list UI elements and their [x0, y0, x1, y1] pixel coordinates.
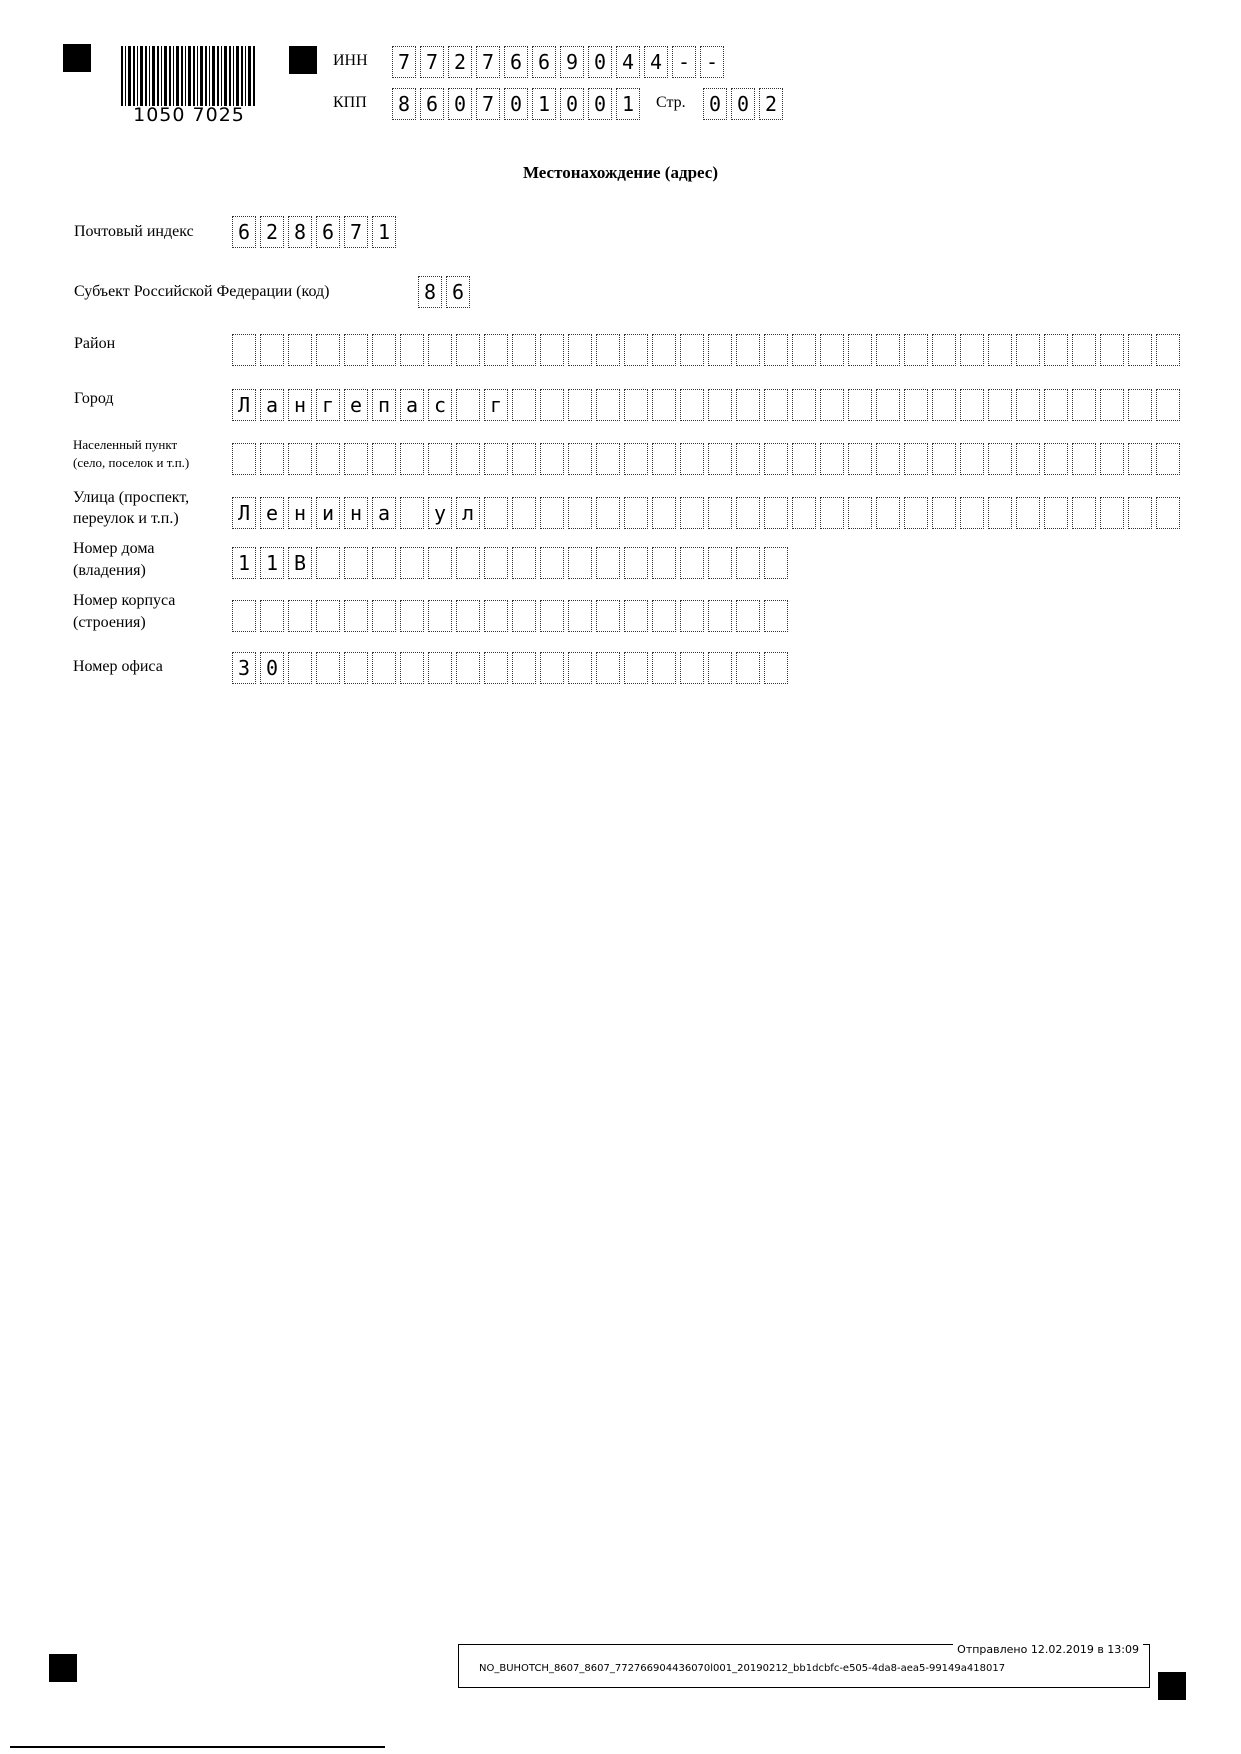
- street-cell[interactable]: [1072, 497, 1096, 529]
- street-cell[interactable]: [960, 497, 984, 529]
- city-cell[interactable]: [876, 389, 900, 421]
- settlement-cell[interactable]: [932, 443, 956, 475]
- district-cell[interactable]: [540, 334, 564, 366]
- district-cell[interactable]: [1044, 334, 1068, 366]
- postal-index-cell[interactable]: 2: [260, 216, 284, 248]
- house-cell[interactable]: В: [288, 547, 312, 579]
- house-cell[interactable]: 1: [232, 547, 256, 579]
- inn-cells[interactable]: [392, 46, 728, 80]
- district-cells[interactable]: [232, 334, 1184, 368]
- street-cell[interactable]: [932, 497, 956, 529]
- house-cell[interactable]: [764, 547, 788, 579]
- inn-cell[interactable]: 6: [532, 46, 556, 78]
- stamp-sent-text: Отправлено 12.02.2019 в 13:09: [953, 1643, 1143, 1656]
- postal-index-cell[interactable]: 6: [316, 216, 340, 248]
- inn-cell[interactable]: 7: [392, 46, 416, 78]
- office-cell[interactable]: [400, 652, 424, 684]
- corner-marker-bottom-right: [1158, 1672, 1186, 1700]
- office-cell[interactable]: [652, 652, 676, 684]
- settlement-cell[interactable]: [428, 443, 452, 475]
- city-cell[interactable]: [1100, 389, 1124, 421]
- building-cell[interactable]: [764, 600, 788, 632]
- city-cell[interactable]: [624, 389, 648, 421]
- building-cell[interactable]: [372, 600, 396, 632]
- house-label-line1: Номер дома: [73, 540, 155, 557]
- street-cell[interactable]: [624, 497, 648, 529]
- settlement-cell[interactable]: [568, 443, 592, 475]
- city-cell[interactable]: [652, 389, 676, 421]
- inn-cell[interactable]: -: [700, 46, 724, 78]
- city-cell[interactable]: с: [428, 389, 452, 421]
- street-cell[interactable]: [540, 497, 564, 529]
- street-cell[interactable]: [736, 497, 760, 529]
- city-cell[interactable]: [1128, 389, 1152, 421]
- district-cell[interactable]: [260, 334, 284, 366]
- street-cell[interactable]: [512, 497, 536, 529]
- district-cell[interactable]: [428, 334, 452, 366]
- kpp-label: КПП: [333, 94, 367, 111]
- postal-index-cell[interactable]: 1: [372, 216, 396, 248]
- district-cell[interactable]: [316, 334, 340, 366]
- office-cell[interactable]: [372, 652, 396, 684]
- city-cell[interactable]: е: [344, 389, 368, 421]
- house-cell[interactable]: [344, 547, 368, 579]
- corner-marker-bottom-left: [49, 1654, 77, 1682]
- office-cell[interactable]: [764, 652, 788, 684]
- city-cell[interactable]: а: [400, 389, 424, 421]
- street-cell[interactable]: [820, 497, 844, 529]
- kpp-cell[interactable]: 0: [504, 88, 528, 120]
- city-cell[interactable]: п: [372, 389, 396, 421]
- street-cell[interactable]: [652, 497, 676, 529]
- street-cell[interactable]: [680, 497, 704, 529]
- street-cells[interactable]: [232, 497, 1184, 531]
- settlement-cell[interactable]: [680, 443, 704, 475]
- settlement-cell[interactable]: [484, 443, 508, 475]
- building-cell[interactable]: [736, 600, 760, 632]
- building-cell[interactable]: [624, 600, 648, 632]
- district-cell[interactable]: [624, 334, 648, 366]
- inn-cell[interactable]: 7: [420, 46, 444, 78]
- office-label: Номер офиса: [73, 658, 163, 675]
- postal-index-cells[interactable]: [232, 216, 400, 250]
- district-cell[interactable]: [1128, 334, 1152, 366]
- kpp-cell[interactable]: 0: [560, 88, 584, 120]
- house-cell[interactable]: [596, 547, 620, 579]
- city-cell[interactable]: [1156, 389, 1180, 421]
- building-cell[interactable]: [652, 600, 676, 632]
- city-cell[interactable]: [680, 389, 704, 421]
- settlement-cell[interactable]: [400, 443, 424, 475]
- district-cell[interactable]: [988, 334, 1012, 366]
- kpp-cell[interactable]: 7: [476, 88, 500, 120]
- section-title: Местонахождение (адрес): [522, 163, 718, 182]
- house-cell[interactable]: [400, 547, 424, 579]
- settlement-cell[interactable]: [1128, 443, 1152, 475]
- street-cell[interactable]: [1100, 497, 1124, 529]
- settlement-cell[interactable]: [456, 443, 480, 475]
- settlement-cell[interactable]: [904, 443, 928, 475]
- postal-index-cell[interactable]: 6: [232, 216, 256, 248]
- city-cell[interactable]: г: [316, 389, 340, 421]
- building-cell[interactable]: [456, 600, 480, 632]
- settlement-cell[interactable]: [1044, 443, 1068, 475]
- stamp-file-name: NO_BUHOTCH_8607_8607_772766904436070l001_20190212_bb1dcbfc-e505-4da8-aea5-99149a418017: [479, 1663, 1006, 1674]
- district-label: Район: [74, 335, 116, 352]
- settlement-cell[interactable]: [652, 443, 676, 475]
- building-cells[interactable]: [232, 600, 792, 634]
- street-cell[interactable]: [792, 497, 816, 529]
- settlement-cell[interactable]: [876, 443, 900, 475]
- house-cell[interactable]: [456, 547, 480, 579]
- city-cell[interactable]: [596, 389, 620, 421]
- city-cell[interactable]: Л: [232, 389, 256, 421]
- city-cell[interactable]: [1044, 389, 1068, 421]
- office-cell[interactable]: [708, 652, 732, 684]
- city-cells[interactable]: [232, 389, 1184, 423]
- inn-cell[interactable]: -: [672, 46, 696, 78]
- street-cell[interactable]: [876, 497, 900, 529]
- building-cell[interactable]: [428, 600, 452, 632]
- office-cells[interactable]: [232, 652, 792, 686]
- settlement-cell[interactable]: [232, 443, 256, 475]
- page-cells[interactable]: [703, 88, 787, 122]
- street-cell[interactable]: [1128, 497, 1152, 529]
- office-cell[interactable]: [568, 652, 592, 684]
- settlement-label-line1: Населенный пункт: [73, 437, 178, 452]
- settlement-cell[interactable]: [288, 443, 312, 475]
- corner-marker-top-left: [63, 44, 91, 72]
- settlement-cell[interactable]: [1016, 443, 1040, 475]
- settlement-label-line2: (село, поселок и т.п.): [73, 455, 190, 470]
- settlement-cell[interactable]: [316, 443, 340, 475]
- kpp-cell[interactable]: 8: [392, 88, 416, 120]
- district-cell[interactable]: [932, 334, 956, 366]
- region-code-cells[interactable]: [418, 276, 474, 310]
- city-cell[interactable]: [568, 389, 592, 421]
- city-cell[interactable]: [988, 389, 1012, 421]
- city-cell[interactable]: [456, 389, 480, 421]
- building-label-line2: (строения): [73, 614, 146, 631]
- district-cell[interactable]: [792, 334, 816, 366]
- office-cell[interactable]: [596, 652, 620, 684]
- building-cell[interactable]: [344, 600, 368, 632]
- page-label: Стр.: [656, 94, 686, 111]
- street-cell[interactable]: [484, 497, 508, 529]
- street-cell[interactable]: е: [260, 497, 284, 529]
- street-cell[interactable]: [400, 497, 424, 529]
- district-cell[interactable]: [736, 334, 760, 366]
- office-cell[interactable]: [736, 652, 760, 684]
- building-cell[interactable]: [540, 600, 564, 632]
- office-cell[interactable]: [624, 652, 648, 684]
- street-cell[interactable]: н: [288, 497, 312, 529]
- settlement-cell[interactable]: [1156, 443, 1180, 475]
- corner-marker-top-mid: [289, 46, 317, 74]
- street-cell[interactable]: Л: [232, 497, 256, 529]
- house-cell[interactable]: [680, 547, 704, 579]
- office-cell[interactable]: [540, 652, 564, 684]
- settlement-cell[interactable]: [512, 443, 536, 475]
- settlement-cell[interactable]: [596, 443, 620, 475]
- postal-index-cell[interactable]: 7: [344, 216, 368, 248]
- street-label-line2: переулок и т.п.): [73, 510, 179, 527]
- barcode: [121, 46, 257, 126]
- street-cell[interactable]: у: [428, 497, 452, 529]
- bottom-rule: [10, 1746, 385, 1748]
- inn-cell[interactable]: 7: [476, 46, 500, 78]
- city-cell[interactable]: н: [288, 389, 312, 421]
- city-cell[interactable]: [820, 389, 844, 421]
- house-cell[interactable]: [568, 547, 592, 579]
- inn-cell[interactable]: 4: [644, 46, 668, 78]
- district-cell[interactable]: [904, 334, 928, 366]
- district-cell[interactable]: [876, 334, 900, 366]
- district-cell[interactable]: [372, 334, 396, 366]
- settlement-cell[interactable]: [960, 443, 984, 475]
- street-cell[interactable]: [596, 497, 620, 529]
- city-cell[interactable]: [932, 389, 956, 421]
- district-cell[interactable]: [1016, 334, 1040, 366]
- district-cell[interactable]: [456, 334, 480, 366]
- office-cell[interactable]: 0: [260, 652, 284, 684]
- settlement-cell[interactable]: [260, 443, 284, 475]
- postal-index-label: Почтовый индекс: [74, 223, 194, 240]
- region-code-cell[interactable]: 6: [446, 276, 470, 308]
- city-cell[interactable]: а: [260, 389, 284, 421]
- city-cell[interactable]: г: [484, 389, 508, 421]
- building-label-line1: Номер корпуса: [73, 592, 176, 609]
- house-cell[interactable]: [512, 547, 536, 579]
- district-cell[interactable]: [596, 334, 620, 366]
- kpp-cells[interactable]: [392, 88, 644, 122]
- kpp-cell[interactable]: 0: [588, 88, 612, 120]
- district-cell[interactable]: [1072, 334, 1096, 366]
- city-cell[interactable]: [736, 389, 760, 421]
- house-cells[interactable]: [232, 547, 792, 581]
- kpp-cell[interactable]: 0: [448, 88, 472, 120]
- city-cell[interactable]: [792, 389, 816, 421]
- page-cell[interactable]: 2: [759, 88, 783, 120]
- house-cell[interactable]: [316, 547, 340, 579]
- building-cell[interactable]: [232, 600, 256, 632]
- city-label: Город: [74, 390, 114, 407]
- settlement-cell[interactable]: [988, 443, 1012, 475]
- district-cell[interactable]: [708, 334, 732, 366]
- district-cell[interactable]: [568, 334, 592, 366]
- district-cell[interactable]: [652, 334, 676, 366]
- office-cell[interactable]: [316, 652, 340, 684]
- district-cell[interactable]: [512, 334, 536, 366]
- street-cell[interactable]: и: [316, 497, 340, 529]
- city-cell[interactable]: [848, 389, 872, 421]
- office-cell[interactable]: [512, 652, 536, 684]
- house-cell[interactable]: [652, 547, 676, 579]
- house-cell[interactable]: [708, 547, 732, 579]
- settlement-cell[interactable]: [540, 443, 564, 475]
- street-cell[interactable]: [1016, 497, 1040, 529]
- inn-cell[interactable]: 9: [560, 46, 584, 78]
- house-cell[interactable]: 1: [260, 547, 284, 579]
- city-cell[interactable]: [540, 389, 564, 421]
- city-cell[interactable]: [708, 389, 732, 421]
- kpp-cell[interactable]: 1: [532, 88, 556, 120]
- building-cell[interactable]: [260, 600, 284, 632]
- street-label-line1: Улица (проспект,: [73, 489, 190, 506]
- page-cell[interactable]: 0: [731, 88, 755, 120]
- building-cell[interactable]: [568, 600, 592, 632]
- settlement-cell[interactable]: [344, 443, 368, 475]
- street-cell[interactable]: [1156, 497, 1180, 529]
- district-cell[interactable]: [820, 334, 844, 366]
- postal-index-cell[interactable]: 8: [288, 216, 312, 248]
- city-cell[interactable]: [1016, 389, 1040, 421]
- settlement-cell[interactable]: [736, 443, 760, 475]
- settlement-cell[interactable]: [1100, 443, 1124, 475]
- building-cell[interactable]: [400, 600, 424, 632]
- settlement-cells[interactable]: [232, 443, 1184, 477]
- settlement-cell[interactable]: [764, 443, 788, 475]
- city-cell[interactable]: [1072, 389, 1096, 421]
- settlement-cell[interactable]: [1072, 443, 1096, 475]
- office-cell[interactable]: [288, 652, 312, 684]
- street-cell[interactable]: а: [372, 497, 396, 529]
- kpp-cell[interactable]: 6: [420, 88, 444, 120]
- inn-cell[interactable]: 6: [504, 46, 528, 78]
- district-cell[interactable]: [232, 334, 256, 366]
- house-cell[interactable]: [484, 547, 508, 579]
- building-cell[interactable]: [288, 600, 312, 632]
- inn-label: ИНН: [333, 52, 368, 69]
- district-cell[interactable]: [288, 334, 312, 366]
- office-cell[interactable]: 3: [232, 652, 256, 684]
- region-code-label: Субъект Российской Федерации (код): [74, 283, 330, 300]
- street-cell[interactable]: [848, 497, 872, 529]
- street-cell[interactable]: [904, 497, 928, 529]
- street-cell[interactable]: [708, 497, 732, 529]
- district-cell[interactable]: [484, 334, 508, 366]
- inn-cell[interactable]: 4: [616, 46, 640, 78]
- street-cell[interactable]: л: [456, 497, 480, 529]
- office-cell[interactable]: [456, 652, 480, 684]
- settlement-cell[interactable]: [820, 443, 844, 475]
- street-cell[interactable]: [988, 497, 1012, 529]
- submission-stamp: [458, 1644, 1150, 1688]
- office-cell[interactable]: [428, 652, 452, 684]
- street-cell[interactable]: [1044, 497, 1068, 529]
- district-cell[interactable]: [680, 334, 704, 366]
- house-cell[interactable]: [540, 547, 564, 579]
- building-cell[interactable]: [596, 600, 620, 632]
- settlement-cell[interactable]: [624, 443, 648, 475]
- settlement-cell[interactable]: [372, 443, 396, 475]
- barcode-number: 1050 7025: [133, 104, 245, 126]
- settlement-cell[interactable]: [792, 443, 816, 475]
- inn-cell[interactable]: 2: [448, 46, 472, 78]
- building-cell[interactable]: [512, 600, 536, 632]
- building-cell[interactable]: [708, 600, 732, 632]
- district-cell[interactable]: [400, 334, 424, 366]
- office-cell[interactable]: [484, 652, 508, 684]
- street-cell[interactable]: [568, 497, 592, 529]
- district-cell[interactable]: [848, 334, 872, 366]
- building-cell[interactable]: [484, 600, 508, 632]
- office-cell[interactable]: [680, 652, 704, 684]
- street-cell[interactable]: н: [344, 497, 368, 529]
- city-cell[interactable]: [764, 389, 788, 421]
- district-cell[interactable]: [764, 334, 788, 366]
- city-cell[interactable]: [512, 389, 536, 421]
- city-cell[interactable]: [904, 389, 928, 421]
- region-code-cell[interactable]: 8: [418, 276, 442, 308]
- house-label-line2: (владения): [73, 562, 146, 579]
- settlement-cell[interactable]: [848, 443, 872, 475]
- district-cell[interactable]: [344, 334, 368, 366]
- district-cell[interactable]: [960, 334, 984, 366]
- city-cell[interactable]: [960, 389, 984, 421]
- inn-cell[interactable]: 0: [588, 46, 612, 78]
- barcode-bars: [121, 46, 257, 106]
- office-cell[interactable]: [344, 652, 368, 684]
- building-cell[interactable]: [680, 600, 704, 632]
- district-cell[interactable]: [1100, 334, 1124, 366]
- building-cell[interactable]: [316, 600, 340, 632]
- page-cell[interactable]: 0: [703, 88, 727, 120]
- house-cell[interactable]: [736, 547, 760, 579]
- street-cell[interactable]: [764, 497, 788, 529]
- house-cell[interactable]: [428, 547, 452, 579]
- kpp-cell[interactable]: 1: [616, 88, 640, 120]
- district-cell[interactable]: [1156, 334, 1180, 366]
- settlement-cell[interactable]: [708, 443, 732, 475]
- house-cell[interactable]: [372, 547, 396, 579]
- house-cell[interactable]: [624, 547, 648, 579]
